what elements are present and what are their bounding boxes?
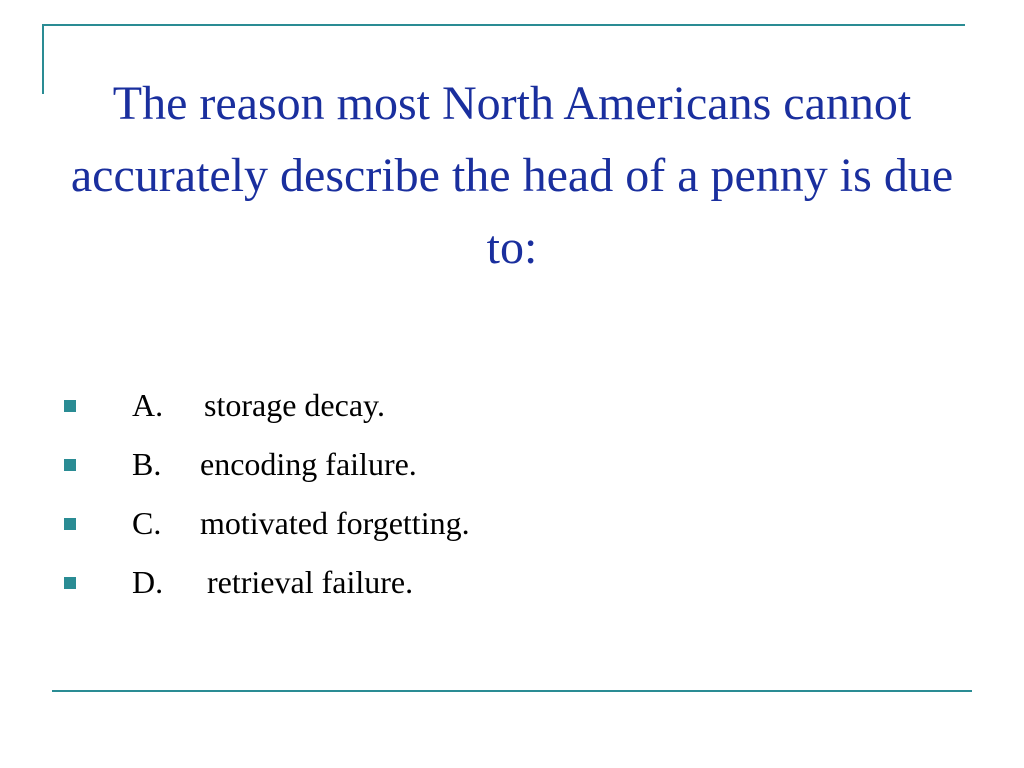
option-letter: B. — [132, 446, 162, 482]
answer-options-list — [58, 376, 938, 612]
slide-title: The reason most North Americans cannot accurately describe the head of a penny is due to: — [70, 77, 954, 274]
option-text: encoding failure. — [200, 446, 417, 482]
answer-option-c — [58, 494, 938, 553]
option-text: storage decay. — [204, 387, 385, 423]
option-letter: D. — [132, 564, 164, 600]
option-letter: A. — [132, 387, 164, 423]
frame-bottom-line — [52, 690, 972, 692]
square-bullet-icon — [64, 459, 76, 471]
option-text: motivated forgetting. — [200, 505, 470, 541]
option-text: retrieval failure. — [207, 564, 414, 600]
frame-left-line — [42, 24, 44, 94]
frame-top-line — [42, 24, 965, 26]
square-bullet-icon — [64, 577, 76, 589]
answer-option-b — [58, 435, 938, 494]
square-bullet-icon — [64, 518, 76, 530]
option-letter: C. — [132, 505, 162, 541]
answer-option-a — [58, 376, 938, 435]
answer-option-d — [58, 553, 938, 612]
square-bullet-icon — [64, 400, 76, 412]
